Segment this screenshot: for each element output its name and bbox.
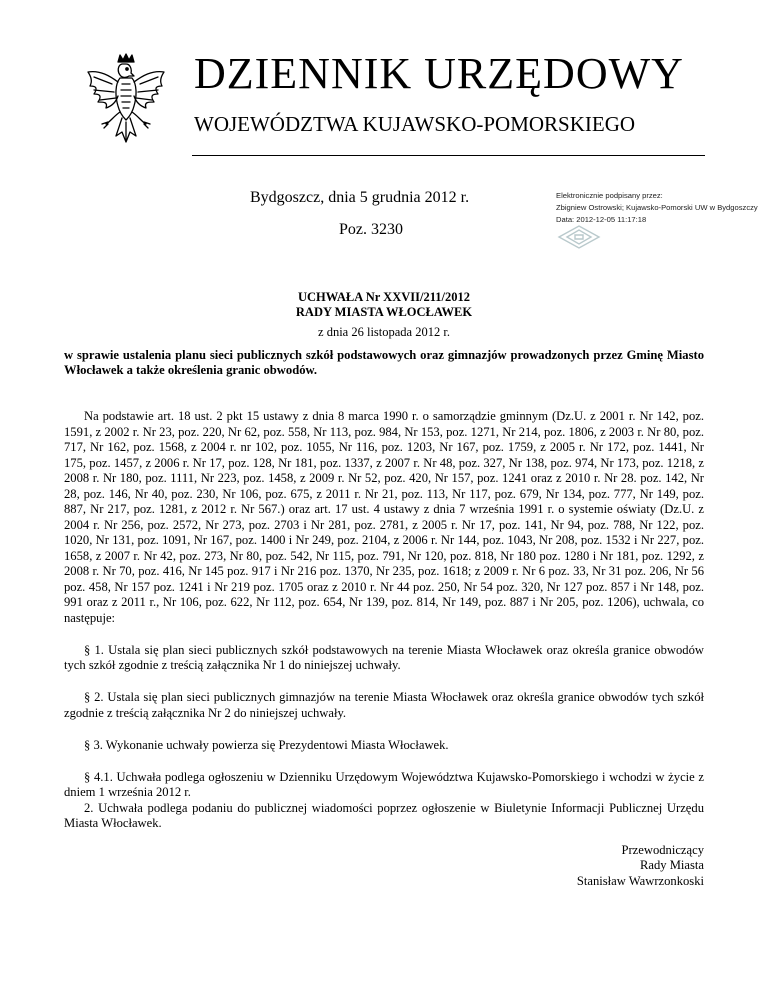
signature-seal-icon <box>556 224 602 250</box>
council-name: RADY MIASTA WŁOCŁAWEK <box>295 305 473 319</box>
masthead-divider <box>192 155 705 156</box>
resolution-body <box>64 409 704 848</box>
signature-line-signer: Zbigniew Ostrowski; Kujawsko-Pomorski UW w Bydgoszczy <box>556 203 758 212</box>
signatory-block <box>577 843 704 889</box>
resolution-date: z dnia 26 listopada 2012 r. <box>318 325 450 339</box>
journal-title: DZIENNIK URZĘDOWY <box>194 49 684 98</box>
signature-line-label: Elektronicznie podpisany przez: <box>556 191 663 200</box>
signatory-name: Stanisław Wawrzonkoski <box>576 873 704 888</box>
place-and-date: Bydgoszcz, dnia 5 grudnia 2012 r. <box>250 189 470 206</box>
electronic-signature-stamp <box>556 190 761 226</box>
legal-basis-paragraph: Na podstawie art. 18 ust. 2 pkt 15 ustawy z dnia 8 marca 1990 r. o samorządzie gminnym (Dz.U. z 2001 r. Nr 142, poz. 1591, z 2002 r. Nr 23, poz. 220, Nr 62, poz. 558, Nr 113, poz. 984, Nr 153, poz. 1271, Nr 214, poz. 1806, z 2003 r. Nr 80, poz. 717, Nr 162, poz. 1568, z 2004 r. nr 102, poz. 1055, Nr 116, poz. 1203, Nr 167, poz. 1759, z 2005 r. Nr 172, poz. 1441, Nr 175, poz. 1457, z 2006 r. Nr 17, poz. 128, Nr 181, poz. 1337, z 2007 r. Nr 48, poz. 327, Nr 138, poz. 974, Nr 173, poz. 1218, z 2008 r. Nr 180, poz. 1111, Nr 223, poz. 1458, z 2009 r. Nr 52, poz. 420, Nr 157, poz. 1241 oraz z 2010 r. Nr 28. poz. 142, Nr 28, poz. 146, Nr 40, poz. 230, Nr 106, poz. 675, z 2011 r. Nr 21, poz. 113, Nr 117, poz. 679, Nr 134, poz. 777, Nr 149, poz. 887, Nr 217, poz. 1281, z 2012 r. Nr 567.) oraz art. 17 ust. 4 ustawy z dnia 7 września 1991 r. o systemie oświaty (Dz.U. z 2004 r. Nr 256, poz. 2572, Nr 273, poz. 2703 i Nr 281, poz. 2781, z 2005 r. Nr 17, poz. 141, Nr 94, poz. 788, Nr 122, poz. 1020, Nr 131, poz. 1091, Nr 167, poz. 1400 i Nr 249, poz. 2104, z 2006 r. Nr 144, poz. 1043, Nr 208, poz. 1532 i Nr 227, poz. 1658, z 2007 r. Nr 42, poz. 273, Nr 80, poz. 542, Nr 115, poz. 791, Nr 120, poz. 818, Nr 180 poz. 1280 i Nr 181, poz. 1292, z 2008 r. Nr 70, poz. 416, Nr 145 poz. 917 i Nr 216 poz. 1370, Nr 235, poz. 1618; z 2009 r. Nr 6 poz. 33, Nr 31 poz. 206, Nr 56 poz. 458, Nr 157 poz. 1241 i Nr 219 poz. 1705 oraz z 2010 r. Nr 44 poz. 250, Nr 54 poz. 320, Nr 127 poz. 857 i Nr 148, poz. 991 oraz z 2011 r., Nr 106, poz. 622, Nr 112, poz. 654, Nr 139, poz. 814, Nr 149, poz. 887 i Nr 205, poz. 1206), uchwala, co następuje: <box>64 409 704 625</box>
section-1: § 1. Ustala się plan sieci publicznych szkół podstawowych na terenie Miasta Włocławek oraz określa granice obwodów tych szkół zgodnie z treścią załącznika Nr 1 do niniejszej uchwały. <box>64 642 704 672</box>
resolution-header <box>0 290 768 320</box>
section-4-1: § 4.1. Uchwała podlega ogłoszeniu w Dzienniku Urzędowym Województwa Kujawsko-Pomorskiego i wchodzi w życie z dniem 1 września 2012 r. <box>64 769 704 799</box>
signatory-body: Rady Miasta <box>639 858 704 873</box>
position-number: Poz. 3230 <box>339 221 403 238</box>
section-4-2: 2. Uchwała podlega podaniu do publicznej wiadomości poprzez ogłoszenie w Biuletynie Informacji Publicznej Urzędu Miasta Włocławek. <box>64 800 704 830</box>
resolution-number: UCHWAŁA Nr XXVII/211/2012 <box>297 290 470 304</box>
section-2: § 2. Ustala się plan sieci publicznych gimnazjów na terenie Miasta Włocławek oraz określa granice obwodów tych szkół zgodnie z treścią załącznika Nr 2 do niniejszej uchwały. <box>64 690 704 720</box>
polish-eagle-emblem <box>82 52 170 160</box>
journal-subtitle: WOJEWÓDZTWA KUJAWSKO-POMORSKIEGO <box>194 112 636 136</box>
signature-line-date: Data: 2012-12-05 11:17:18 <box>556 215 647 224</box>
section-3: § 3. Wykonanie uchwały powierza się Prezydentowi Miasta Włocławek. <box>84 737 449 752</box>
resolution-subject: w sprawie ustalenia planu sieci publicznych szkół podstawowych oraz gimnazjów prowadzonych przez Gminę Miasto Włocławek a także określenia granic obwodów. <box>64 348 704 378</box>
signatory-role: Przewodniczący <box>621 843 704 857</box>
